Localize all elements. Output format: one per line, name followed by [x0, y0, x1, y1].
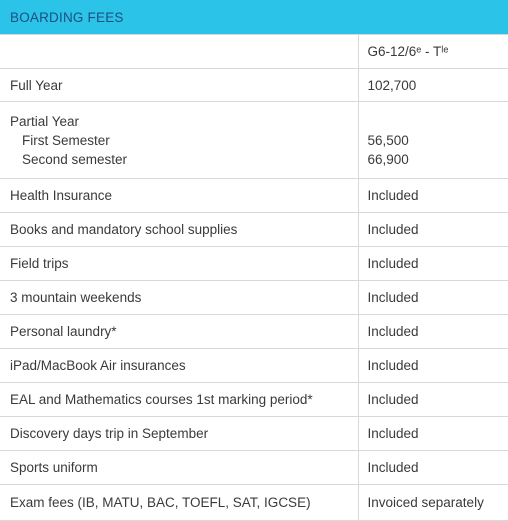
- second-semester-label: Second semester: [10, 150, 358, 169]
- table-row: [0, 247, 508, 281]
- table-row: [0, 383, 508, 417]
- row-label: Books and mandatory school supplies: [0, 213, 358, 247]
- row-label: Discovery days trip in September: [0, 417, 358, 451]
- partial-year-label: Partial Year: [10, 112, 358, 131]
- table-row: [0, 485, 508, 521]
- second-semester-value: 66,900: [368, 150, 508, 169]
- partial-year-labels: [0, 102, 358, 179]
- row-value: Included: [358, 315, 508, 349]
- partial-year-values: [358, 102, 508, 179]
- row-value: Included: [358, 213, 508, 247]
- table-row: [0, 213, 508, 247]
- table-row: [0, 315, 508, 349]
- row-value: Included: [358, 247, 508, 281]
- row-label: Sports uniform: [0, 451, 358, 485]
- row-label: EAL and Mathematics courses 1st marking period*: [0, 383, 358, 417]
- row-value: Invoiced separately: [358, 485, 508, 521]
- grade-row-label: [0, 35, 358, 69]
- table-row: [0, 451, 508, 485]
- grade-row: [0, 35, 508, 69]
- row-value: Included: [358, 383, 508, 417]
- full-year-label: Full Year: [0, 69, 358, 102]
- row-label: Field trips: [0, 247, 358, 281]
- row-value: Included: [358, 179, 508, 213]
- partial-year-row: [0, 102, 508, 179]
- full-year-row: [0, 69, 508, 102]
- row-label: Exam fees (IB, MATU, BAC, TOEFL, SAT, IGCSE): [0, 485, 358, 521]
- grade-column-header: G6-12/6ᵉ - Tˡᵉ: [358, 35, 508, 69]
- first-semester-value: 56,500: [368, 131, 508, 150]
- row-value: Included: [358, 417, 508, 451]
- first-semester-label: First Semester: [10, 131, 358, 150]
- row-label: Personal laundry*: [0, 315, 358, 349]
- table-row: [0, 179, 508, 213]
- table-title: BOARDING FEES: [0, 0, 508, 35]
- table-row: [0, 349, 508, 383]
- table-row: [0, 281, 508, 315]
- row-value: Included: [358, 281, 508, 315]
- partial-year-spacer: [368, 112, 508, 131]
- full-year-value: 102,700: [358, 69, 508, 102]
- table-header-row: [0, 0, 508, 35]
- table-row: [0, 417, 508, 451]
- row-label: iPad/MacBook Air insurances: [0, 349, 358, 383]
- row-value: Included: [358, 451, 508, 485]
- row-label: 3 mountain weekends: [0, 281, 358, 315]
- row-value: Included: [358, 349, 508, 383]
- row-label: Health Insurance: [0, 179, 358, 213]
